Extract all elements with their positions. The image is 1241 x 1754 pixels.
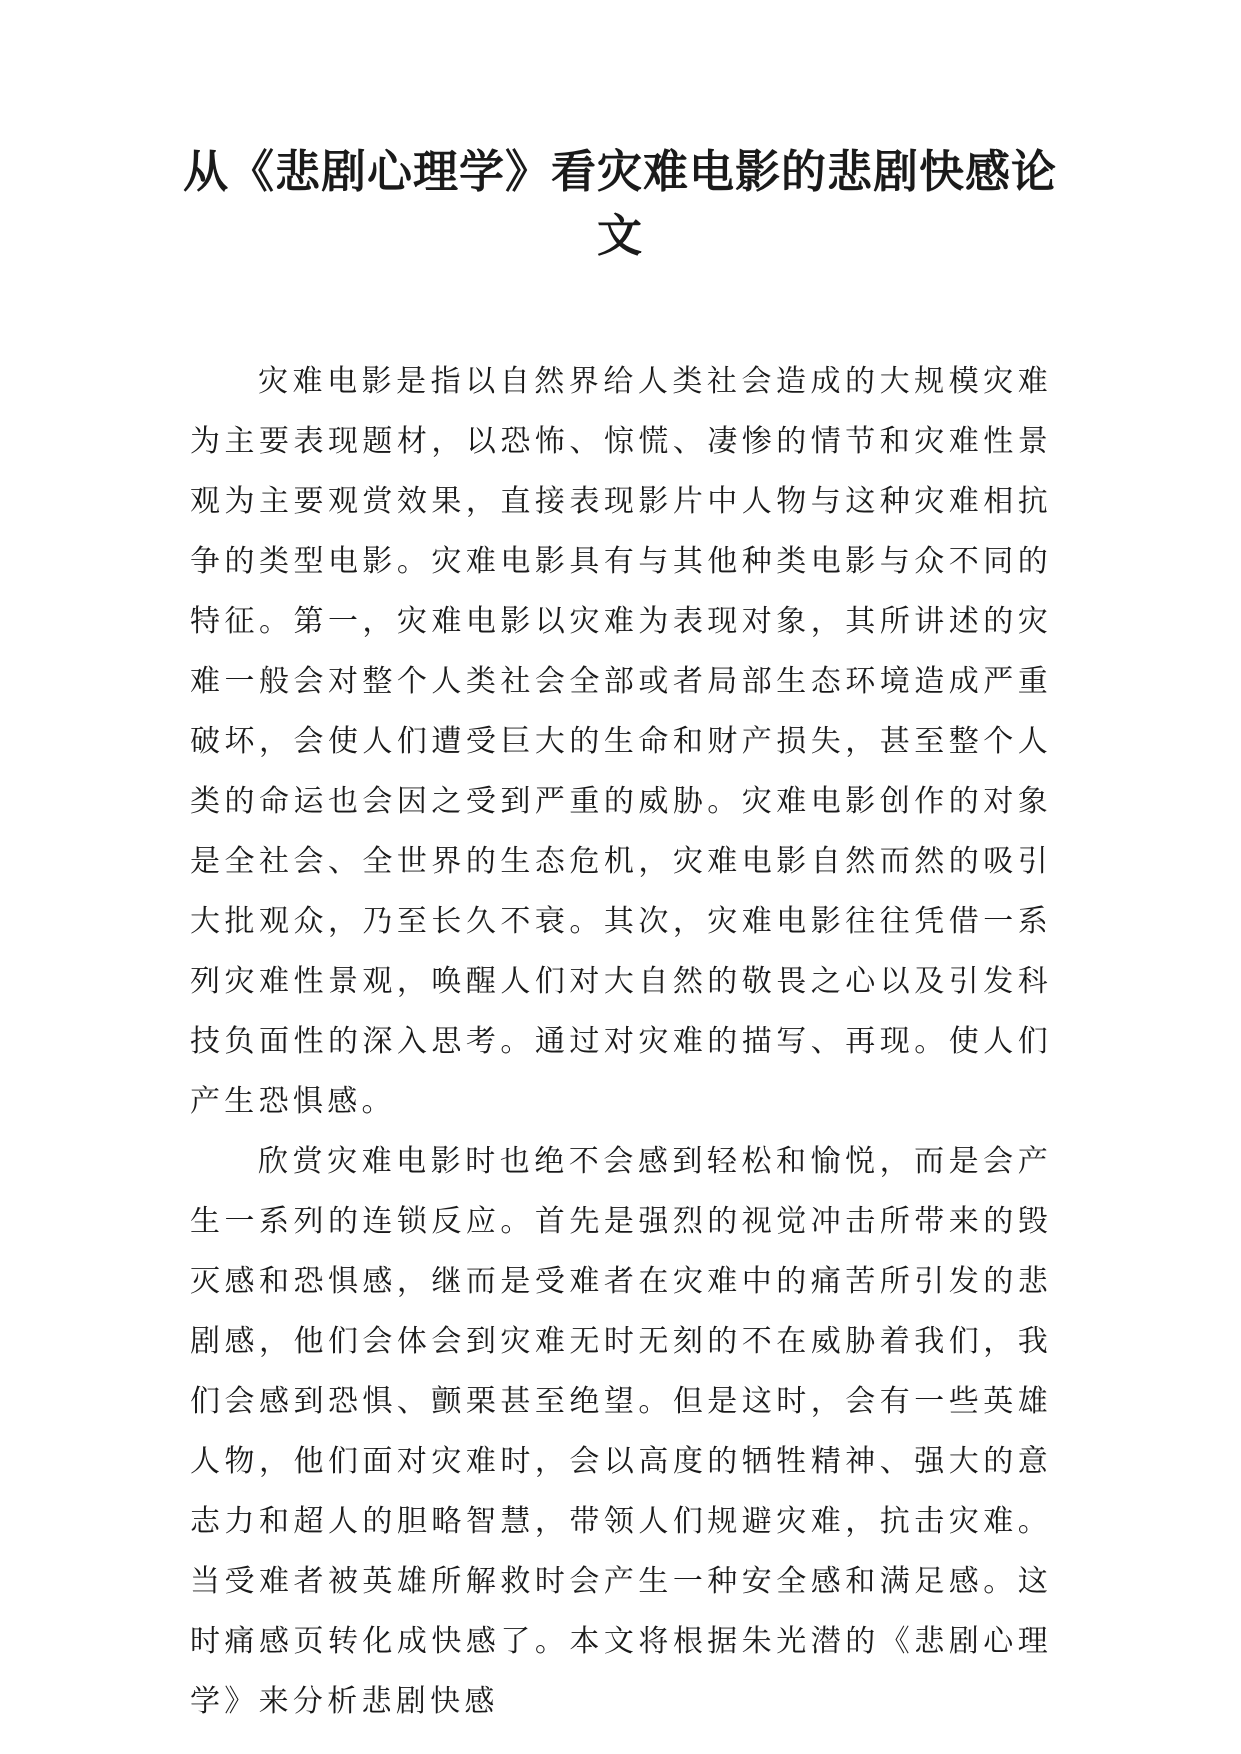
paragraph: 欣赏灾难电影时也绝不会感到轻松和愉悦，而是会产生一系列的连锁反应。首先是强烈的视觉冲击所带来的毁灭感和恐惧感，继而是受难者在灾难中的痛苦所引发的悲剧感，他们会体会到灾难无时无刻的不在威胁着我们，我们会感到恐惧、颤栗甚至绝望。但是这时，会有一些英雄人物，他们面对灾难时，会以高度的牺牲精神、强大的意志力和超人的胆略智慧，带领人们规避灾难，抗击灾难。当受难者被英雄所解救时会产生一种安全感和满足感。这时痛感页转化成快感了。本文将根据朱光潜的《悲剧心理学》来分析悲剧快感 [190,1144,1052,1719]
document-body [190,352,1052,1732]
document-title: 从《悲剧心理学》看灾难电影的悲剧快感论文 [182,145,1057,262]
paragraph: 灾难电影是指以自然界给人类社会造成的大规模灾难为主要表现题材，以恐怖、惊慌、凄惨的情节和灾难性景观为主要观赏效果，直接表现影片中人物与这种灾难相抗争的类型电影。灾难电影具有与其他种类电影与众不同的特征。第一，灾难电影以灾难为表现对象，其所讲述的灾难一般会对整个人类社会全部或者局部生态环境造成严重破坏，会使人们遭受巨大的生命和财产损失，甚至整个人类的命运也会因之受到严重的威胁。灾难电影创作的对象是全社会、全世界的生态危机，灾难电影自然而然的吸引大批观众，乃至长久不衰。其次，灾难电影往往凭借一系列灾难性景观，唤醒人们对大自然的敬畏之心以及引发科技负面性的深入思考。通过对灾难的描写、再现。使人们产生恐惧感。 [190,364,1052,1119]
